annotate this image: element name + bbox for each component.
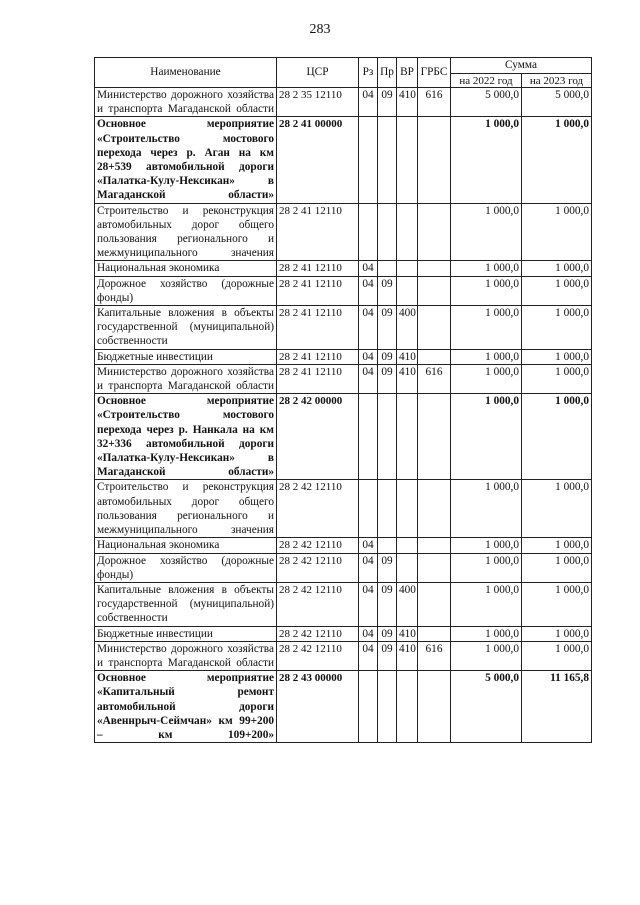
row-vr	[397, 203, 418, 261]
row-vr	[397, 480, 418, 538]
table-row	[95, 117, 592, 203]
row-rz: 04	[359, 626, 378, 641]
row-sum-2022: 1 000,0	[451, 641, 522, 670]
row-sum-2023: 1 000,0	[522, 553, 592, 582]
header-year-2022: на 2022 год	[451, 74, 522, 88]
row-sum-2023: 1 000,0	[522, 203, 592, 261]
row-pr	[378, 261, 397, 276]
row-vr	[397, 261, 418, 276]
row-pr: 09	[378, 349, 397, 364]
row-vr	[397, 276, 418, 305]
row-vr	[397, 394, 418, 480]
row-csr: 28 2 42 12110	[277, 553, 359, 582]
row-name: Основное мероприятие «Строительство мостового перехода через р. Нанкала на км 32+336 автомобильной дороги «Палатка-Кулу-Нексикан» в Магаданской области»	[95, 394, 277, 480]
row-vr	[397, 117, 418, 203]
row-sum-2023: 1 000,0	[522, 582, 592, 626]
header-pr: Пр	[378, 58, 397, 88]
row-rz: 04	[359, 276, 378, 305]
row-pr	[378, 117, 397, 203]
table-row	[95, 538, 592, 553]
row-grbs	[418, 276, 451, 305]
row-pr: 09	[378, 582, 397, 626]
row-name: Министерство дорожного хозяйства и транспорта Магаданской области	[95, 364, 277, 393]
table-row	[95, 261, 592, 276]
row-grbs	[418, 553, 451, 582]
row-vr: 410	[397, 88, 418, 117]
row-pr: 09	[378, 88, 397, 117]
row-vr: 410	[397, 641, 418, 670]
row-pr: 09	[378, 364, 397, 393]
header-name: Наименование	[95, 58, 277, 88]
row-name: Министерство дорожного хозяйства и транспорта Магаданской области	[95, 641, 277, 670]
row-pr: 09	[378, 276, 397, 305]
table-row	[95, 276, 592, 305]
row-pr: 09	[378, 641, 397, 670]
row-grbs	[418, 349, 451, 364]
budget-table	[94, 57, 592, 743]
row-csr: 28 2 42 12110	[277, 641, 359, 670]
row-csr: 28 2 41 12110	[277, 364, 359, 393]
row-rz: 04	[359, 641, 378, 670]
row-name: Основное мероприятие «Строительство мостового перехода через р. Аган на км 28+539 автомобильной дороги «Палатка-Кулу-Нексикан» в Магаданской области»	[95, 117, 277, 203]
row-sum-2022: 1 000,0	[451, 349, 522, 364]
table-row	[95, 641, 592, 670]
row-name: Строительство и реконструкция автомобильных дорог общего пользования регионального и межмуниципального значения	[95, 480, 277, 538]
row-rz: 04	[359, 306, 378, 350]
row-sum-2023: 1 000,0	[522, 349, 592, 364]
row-rz: 04	[359, 553, 378, 582]
header-year-2023: на 2023 год	[522, 74, 592, 88]
row-csr: 28 2 43 00000	[277, 671, 359, 743]
row-grbs	[418, 582, 451, 626]
row-name: Национальная экономика	[95, 538, 277, 553]
table-row	[95, 582, 592, 626]
row-rz: 04	[359, 582, 378, 626]
table-row	[95, 671, 592, 743]
row-pr	[378, 480, 397, 538]
row-sum-2023: 1 000,0	[522, 394, 592, 480]
header-csr: ЦСР	[277, 58, 359, 88]
table-body	[95, 88, 592, 743]
row-csr: 28 2 41 00000	[277, 117, 359, 203]
row-name: Национальная экономика	[95, 261, 277, 276]
row-sum-2022: 1 000,0	[451, 626, 522, 641]
row-grbs: 616	[418, 364, 451, 393]
row-rz: 04	[359, 88, 378, 117]
row-sum-2023: 5 000,0	[522, 88, 592, 117]
row-name: Строительство и реконструкция автомобильных дорог общего пользования регионального и межмуниципального значения	[95, 203, 277, 261]
row-sum-2022: 1 000,0	[451, 394, 522, 480]
header-sum: Сумма	[451, 58, 592, 74]
table-row	[95, 88, 592, 117]
row-name: Дорожное хозяйство (дорожные фонды)	[95, 553, 277, 582]
row-sum-2022: 1 000,0	[451, 261, 522, 276]
row-pr: 09	[378, 626, 397, 641]
row-pr	[378, 394, 397, 480]
row-sum-2022: 5 000,0	[451, 671, 522, 743]
header-vr: ВР	[397, 58, 418, 88]
row-vr	[397, 538, 418, 553]
row-sum-2022: 1 000,0	[451, 306, 522, 350]
row-vr: 410	[397, 626, 418, 641]
table-row	[95, 480, 592, 538]
row-sum-2023: 1 000,0	[522, 261, 592, 276]
row-sum-2023: 1 000,0	[522, 117, 592, 203]
row-csr: 28 2 42 12110	[277, 582, 359, 626]
row-pr	[378, 203, 397, 261]
row-name: Капитальные вложения в объекты государственной (муниципальной) собственности	[95, 582, 277, 626]
row-pr: 09	[378, 306, 397, 350]
row-name: Министерство дорожного хозяйства и транспорта Магаданской области	[95, 88, 277, 117]
row-sum-2022: 1 000,0	[451, 203, 522, 261]
row-sum-2023: 1 000,0	[522, 306, 592, 350]
row-csr: 28 2 41 12110	[277, 276, 359, 305]
row-sum-2022: 1 000,0	[451, 276, 522, 305]
row-vr: 410	[397, 364, 418, 393]
row-grbs	[418, 261, 451, 276]
row-rz: 04	[359, 349, 378, 364]
row-rz	[359, 203, 378, 261]
row-pr	[378, 671, 397, 743]
row-vr: 410	[397, 349, 418, 364]
row-grbs	[418, 394, 451, 480]
row-sum-2022: 5 000,0	[451, 88, 522, 117]
row-sum-2023: 11 165,8	[522, 671, 592, 743]
row-vr	[397, 671, 418, 743]
row-csr: 28 2 41 12110	[277, 261, 359, 276]
table-row	[95, 364, 592, 393]
row-rz	[359, 671, 378, 743]
row-rz: 04	[359, 261, 378, 276]
row-name: Капитальные вложения в объекты государственной (муниципальной) собственности	[95, 306, 277, 350]
row-sum-2022: 1 000,0	[451, 480, 522, 538]
row-csr: 28 2 42 00000	[277, 394, 359, 480]
row-vr: 400	[397, 306, 418, 350]
row-grbs	[418, 117, 451, 203]
row-grbs: 616	[418, 88, 451, 117]
row-rz: 04	[359, 364, 378, 393]
row-name: Бюджетные инвестиции	[95, 349, 277, 364]
row-grbs	[418, 671, 451, 743]
row-sum-2022: 1 000,0	[451, 364, 522, 393]
row-grbs: 616	[418, 641, 451, 670]
row-pr: 09	[378, 553, 397, 582]
row-name: Дорожное хозяйство (дорожные фонды)	[95, 276, 277, 305]
table-row	[95, 626, 592, 641]
row-rz	[359, 480, 378, 538]
row-grbs	[418, 306, 451, 350]
row-grbs	[418, 480, 451, 538]
row-csr: 28 2 42 12110	[277, 626, 359, 641]
row-sum-2023: 1 000,0	[522, 480, 592, 538]
table-row	[95, 306, 592, 350]
row-csr: 28 2 41 12110	[277, 203, 359, 261]
row-sum-2022: 1 000,0	[451, 117, 522, 203]
row-rz: 04	[359, 538, 378, 553]
row-csr: 28 2 42 12110	[277, 538, 359, 553]
row-name: Основное мероприятие «Капитальный ремонт автомобильной дороги «Авеннрыч-Сеймчан» км 99+200 – км 109+200»	[95, 671, 277, 743]
row-sum-2023: 1 000,0	[522, 626, 592, 641]
row-csr: 28 2 42 12110	[277, 480, 359, 538]
row-grbs	[418, 538, 451, 553]
row-vr	[397, 553, 418, 582]
row-csr: 28 2 41 12110	[277, 349, 359, 364]
row-csr: 28 2 41 12110	[277, 306, 359, 350]
row-sum-2022: 1 000,0	[451, 553, 522, 582]
row-grbs	[418, 626, 451, 641]
row-rz	[359, 394, 378, 480]
row-sum-2023: 1 000,0	[522, 364, 592, 393]
row-rz	[359, 117, 378, 203]
page-number: 283	[309, 22, 331, 37]
table-row	[95, 349, 592, 364]
row-csr: 28 2 35 12110	[277, 88, 359, 117]
row-pr	[378, 538, 397, 553]
row-name: Бюджетные инвестиции	[95, 626, 277, 641]
table-row	[95, 203, 592, 261]
row-grbs	[418, 203, 451, 261]
header-grbs: ГРБС	[418, 58, 451, 88]
header-rz: Рз	[359, 58, 378, 88]
row-sum-2022: 1 000,0	[451, 538, 522, 553]
table-row	[95, 394, 592, 480]
row-sum-2023: 1 000,0	[522, 538, 592, 553]
row-vr: 400	[397, 582, 418, 626]
table-row	[95, 553, 592, 582]
row-sum-2023: 1 000,0	[522, 276, 592, 305]
row-sum-2023: 1 000,0	[522, 641, 592, 670]
row-sum-2022: 1 000,0	[451, 582, 522, 626]
